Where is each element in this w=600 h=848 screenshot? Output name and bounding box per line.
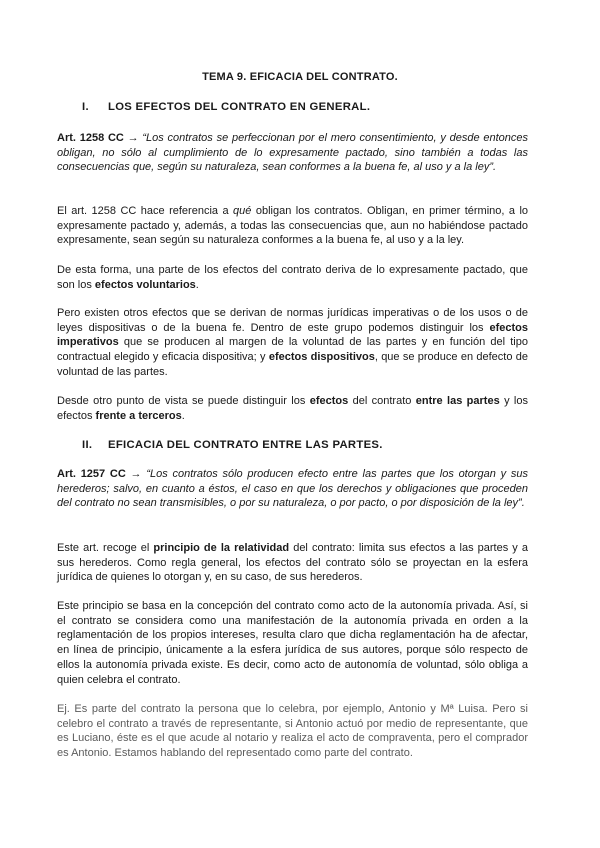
article-1258-quote: [57, 131, 528, 175]
text-run: Este art. recoge el: [57, 542, 154, 554]
text-run: De esta forma, una parte de los efectos del contrato deriva de lo expresamente pactado, que son los: [57, 264, 528, 291]
paragraph-1: [57, 204, 528, 248]
italic-term: qué: [233, 205, 252, 217]
section-title: EFICACIA DEL CONTRATO ENTRE LAS PARTES.: [108, 439, 383, 451]
section-title: LOS EFECTOS DEL CONTRATO EN GENERAL.: [108, 101, 371, 113]
text-run: , que se produce en defecto de voluntad de las partes.: [57, 351, 528, 378]
text-run: del contrato: limita sus efectos a las partes y a sus herederos. Como regla general, los efectos del contrato sólo se proyectan en la esfera jurídica de quienes lo otorgan y, en su caso, de sus herederos.: [57, 542, 528, 584]
document-title: TEMA 9. EFICACIA DEL CONTRATO.: [202, 71, 398, 83]
text-run: y los efectos: [57, 395, 528, 422]
text-run: que se producen al margen de la voluntad de las partes y en función del tipo contractual elegido y eficacia dispositiva; y: [57, 336, 528, 364]
paragraph-5: [57, 541, 528, 585]
arrow: →: [123, 132, 143, 144]
text-run: obligan los contratos. Obligan, en primer término, a lo expresamente pactado y, además, a todas las consecuencias que, aun no habiéndose pactado expresamente, sean según su naturaleza conformes a la buena fe, al uso y a la ley.: [57, 205, 529, 247]
bold-term: efectos: [309, 395, 349, 407]
bold-term: principio de la relatividad: [153, 542, 290, 554]
quote-text: “Los contratos se perfeccionan por el mero consentimiento, y desde entonces obligan, no sólo al cumplimiento de lo expresamente pactado, sino también a todas las consecuencias que, según su naturaleza, sean conformes a la buena fe, al uso y a la ley”.: [57, 132, 528, 174]
article-reference: Art. 1258 CC: [57, 132, 124, 144]
text-run: .: [181, 409, 185, 422]
section-number: I.: [82, 101, 89, 113]
bold-term: efectos imperativos: [57, 321, 528, 349]
section-heading-2: [82, 439, 383, 451]
example-paragraph: Ej. Es parte del contrato la persona que lo celebra, por ejemplo, Antonio y Mª Luisa. Pero si celebro el contrato a través de representante, si Antonio actuó por medio de representante, que es Luciano, éste es el que acude al notario y realiza el acto de compraventa, pero el comprador es Antonio. Estamos hablando del representado como parte del contrato.: [57, 703, 528, 760]
section-heading-1: [82, 101, 370, 113]
bold-term: frente a terceros: [95, 409, 182, 422]
section-number: II.: [82, 439, 93, 451]
arrow: →: [125, 468, 147, 480]
bold-term: efectos dispositivos: [268, 351, 375, 364]
article-1257-quote: [57, 467, 528, 511]
paragraph-2: [57, 263, 528, 292]
text-run: Desde otro punto de vista se puede distinguir los: [57, 395, 310, 407]
article-reference: Art. 1257 CC: [57, 468, 126, 480]
paragraph-3: [57, 306, 528, 380]
quote-text: “Los contratos sólo producen efecto entre las partes que los otorgan y sus herederos; salvo, en cuanto a éstos, el caso en que los derechos y obligaciones que proceden del contrato no sean transmisibles, o por su naturaleza, o por pacto, o por disposición de la ley”.: [57, 468, 528, 510]
paragraph-4: [57, 394, 528, 423]
bold-term: entre las partes: [415, 395, 500, 407]
text-run: .: [195, 278, 199, 291]
paragraph-6: Este principio se basa en la concepción del contrato como acto de la autonomía privada. Así, si el contrato se considera como una manifestación de la autonomía privada en orden a la reglamentación de los propios intereses, resulta claro que dicha reglamentación ha de afectar, en línea de principio, únicamente a la esfera jurídica de sus autores, porque sólo respecto de ellos la autonomía privada existe. Es decir, como acto de autonomía de voluntad, sólo obliga a quien celebra el contrato.: [57, 600, 528, 686]
bold-term: efectos voluntarios: [94, 278, 196, 291]
text-run: Pero existen otros efectos que se derivan de normas jurídicas imperativas o de los usos o de leyes dispositivas o de la buena fe. Dentro de este grupo podemos distinguir los: [57, 307, 528, 334]
text-run: del contrato: [348, 395, 416, 407]
text-run: El art. 1258 CC hace referencia a: [57, 205, 234, 217]
